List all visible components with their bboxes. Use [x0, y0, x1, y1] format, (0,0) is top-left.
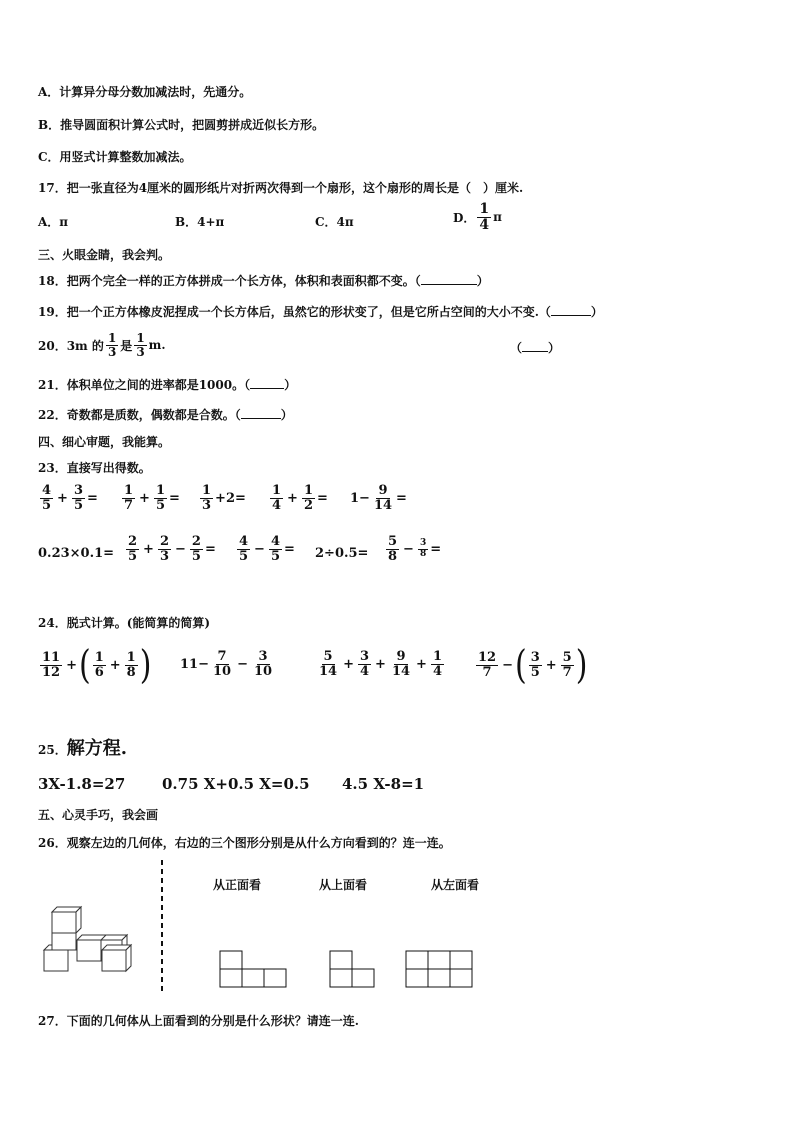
oral-calc-8: $\frac{4}{5}$ − $\frac{4}{5}$ = [239, 534, 295, 564]
q18 [38, 272, 489, 289]
q20-part-a: 20．3m 的 [38, 338, 104, 353]
numerator: 1 [107, 331, 117, 345]
oral-calc-5: 1− $\frac{9}{14}$ = [350, 483, 407, 513]
denominator: 4 [479, 216, 490, 233]
answer-blank[interactable] [421, 273, 477, 285]
q19 [38, 303, 603, 320]
oral-calc-7: $\frac{2}{5}$ + $\frac{2}{3}$ − $\frac{2}{5}$ = [128, 534, 216, 564]
q19-end: ） [590, 305, 603, 319]
q18-text: 18．把两个完全一样的正方体拼成一个长方体，体积和表面积都不变。（ [38, 274, 421, 288]
q22-text: 22．奇数都是质数，偶数都是合数。（ [38, 408, 241, 422]
section4-title: 四、细心审题，我能算。 [38, 435, 171, 449]
numerator: 1 [136, 331, 145, 345]
oral-calc-3: $\frac{1}{3}$ +2= [202, 483, 246, 513]
denominator: 3 [136, 344, 145, 359]
q17-option-b: B．4+π [175, 215, 225, 229]
denominator: 3 [107, 344, 117, 359]
q20-fraction-1 [106, 332, 118, 358]
q20-close: ） [548, 341, 561, 355]
q20 [38, 332, 166, 358]
q19-text: 19．把一个正方体橡皮泥捏成一个长方体后，虽然它的形状变了，但是它所占空间的大小不变.（ [38, 305, 551, 319]
section3-title: 三、火眼金睛，我会判。 [38, 248, 171, 262]
view-shape-2[interactable] [330, 951, 380, 991]
q17-text: 17．把一张直径为4厘米的圆形纸片对折两次得到一个扇形，这个扇形的周长是（ ）厘米. [38, 181, 524, 195]
view-label-front: 从正面看 [213, 878, 262, 892]
q25-title: 解方程. [66, 738, 127, 759]
answer-blank[interactable] [250, 377, 284, 389]
equation-2: 0.75 X+0.5 X=0.5 [162, 775, 310, 793]
equation-3: 4.5 X-8=1 [342, 775, 425, 793]
q21-end: ） [284, 378, 297, 392]
q16-option-a: A．计算异分母分数加减法时，先通分。 [38, 85, 252, 99]
view-label-left: 从左面看 [431, 878, 480, 892]
oral-calc-6: 0.23×0.1= [38, 546, 115, 561]
section5-title: 五、心灵手巧，我会画 [38, 808, 159, 822]
q20-answer [510, 339, 560, 356]
calc-1: $\frac{11}{12}$ + ( $\frac{1}{6}$ + $\frac{1}{8}$ ) [42, 642, 152, 689]
calc-3: $\frac{5}{14}$ + $\frac{3}{4}$ + $\frac{9}{14}$ + $\frac{1}{4}$ [319, 649, 442, 679]
answer-blank[interactable] [551, 304, 591, 316]
answer-blank[interactable] [522, 340, 548, 352]
q25-number: 25． [38, 743, 67, 757]
calc-2: 11− $\frac{7}{10}$ − $\frac{3}{10}$ [180, 649, 273, 679]
answer-blank[interactable] [241, 407, 281, 419]
q18-end: ） [476, 274, 489, 288]
q27-text: 27．下面的几何体从上面看到的分别是什么形状？请连一连. [38, 1014, 359, 1028]
oral-calc-2: $\frac{1}{7}$ + $\frac{1}{5}$ = [124, 483, 180, 513]
q22-end: ） [280, 408, 293, 422]
q20-part-c: m. [148, 338, 166, 353]
view-shape-1[interactable] [220, 951, 290, 991]
q20-open: （ [510, 341, 523, 355]
oral-calc-10: $\frac{5}{8}$ − $\frac{3}{8}$ = [388, 534, 442, 564]
q17-option-c: C．4π [315, 215, 354, 229]
view-label-top: 从上面看 [319, 878, 368, 892]
q26-text: 26．观察左边的几何体，右边的三个图形分别是从什么方向看到的？连一连。 [38, 836, 451, 850]
q16-option-c: C．用竖式计算整数加减法。 [38, 150, 192, 164]
oral-calc-1: $\frac{4}{5}$ + $\frac{3}{5}$ = [42, 483, 98, 513]
oral-calc-9: 2÷0.5= [315, 546, 369, 561]
q17-d-suffix: π [493, 210, 502, 225]
q16-option-b: B．推导圆面积计算公式时，把圆剪拼成近似长方形。 [38, 118, 325, 132]
dashed-divider [160, 860, 164, 995]
q24-text: 24．脱式计算。(能简算的简算) [38, 616, 211, 630]
q21-text: 21．体积单位之间的进率都是1000。（ [38, 378, 251, 392]
q17-option-a: A．π [38, 215, 69, 229]
solid-cubes-figure [40, 912, 150, 977]
numerator: 1 [479, 201, 490, 217]
q21 [38, 376, 296, 393]
oral-calc-4: $\frac{1}{4}$ + $\frac{1}{2}$ = [272, 483, 328, 513]
q17-d-prefix: D． [453, 210, 476, 225]
view-shape-3[interactable] [406, 951, 478, 991]
q25-heading [38, 734, 127, 760]
equation-1: 3X-1.8=27 [38, 775, 126, 793]
q22 [38, 406, 293, 423]
q20-part-b: 是 [120, 338, 133, 353]
calc-4: $\frac{12}{7}$ − ( $\frac{3}{5}$ + $\frac{5}{7}$ ) [478, 642, 588, 689]
q17-option-d [453, 202, 502, 232]
q23-text: 23．直接写出得数。 [38, 461, 151, 475]
q20-fraction-2 [134, 332, 146, 358]
q17-d-fraction [477, 202, 491, 232]
